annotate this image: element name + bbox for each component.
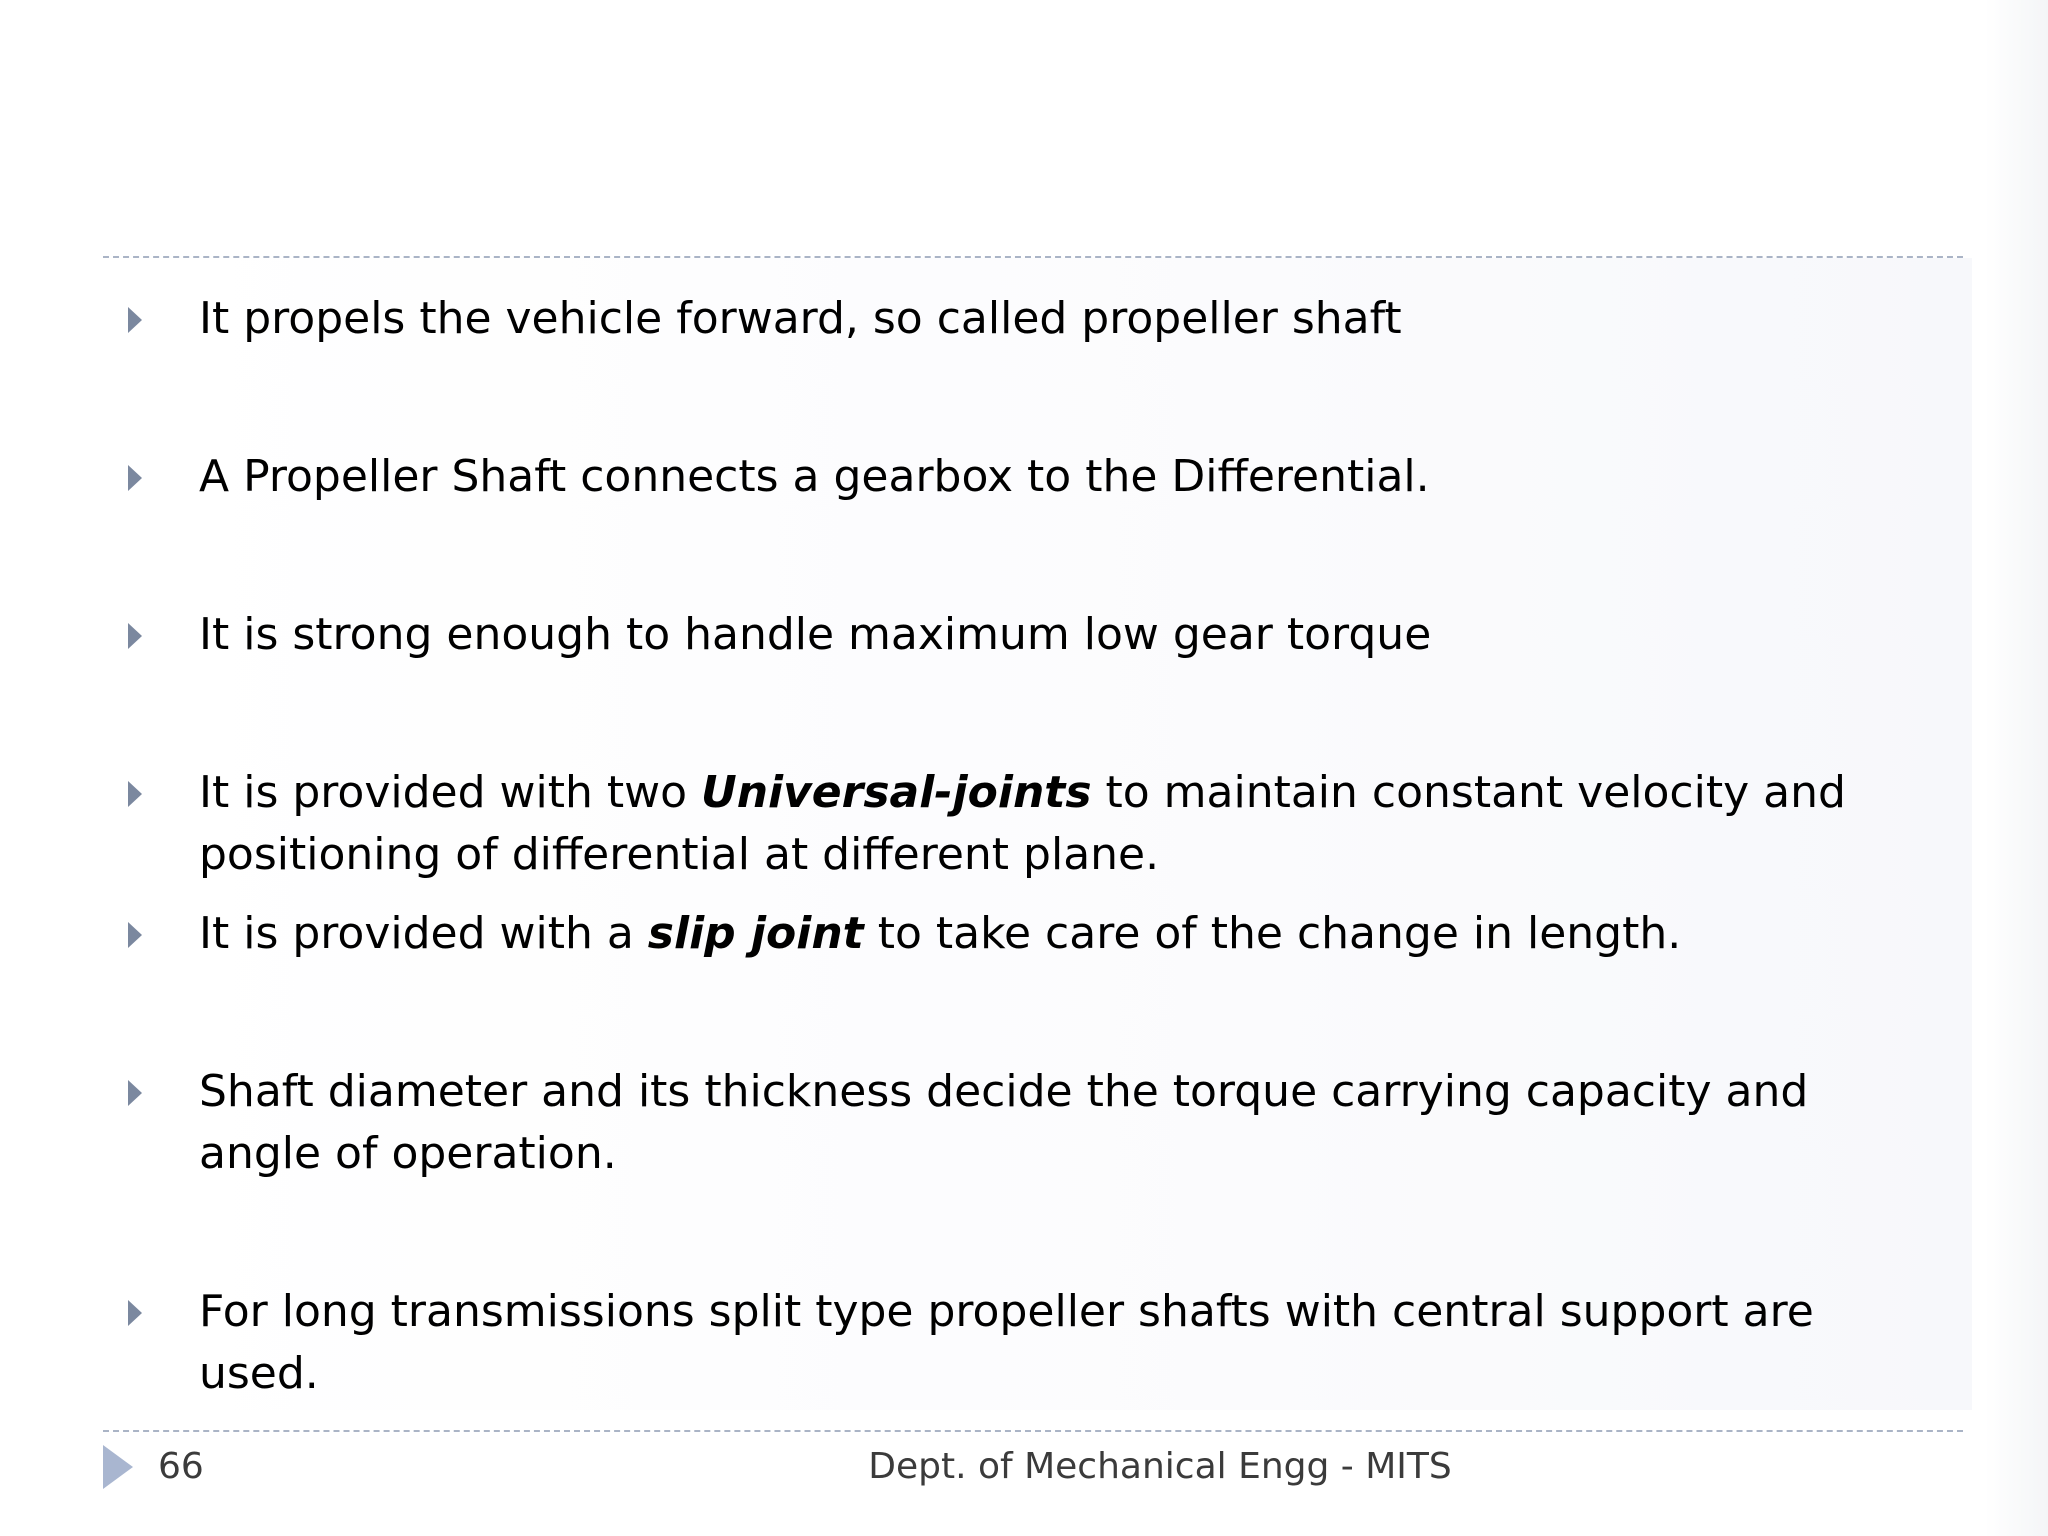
bullet-text-part: It propels the vehicle forward, so called propeller shaft <box>199 293 1402 344</box>
bullet-item <box>128 762 1928 886</box>
bullet-triangle-icon <box>128 307 142 333</box>
bullet-text <box>199 903 1919 965</box>
bullet-triangle-icon <box>128 1300 142 1326</box>
footer-arrow-icon <box>103 1445 133 1489</box>
bullet-item <box>128 288 1928 350</box>
bullet-item <box>128 604 1928 666</box>
bullet-text <box>199 1281 1919 1405</box>
bullet-text <box>199 446 1919 508</box>
bullet-text-part: to take care of the change in length. <box>863 908 1682 959</box>
bullet-text-part: It is strong enough to handle maximum low gear torque <box>199 609 1432 660</box>
bullet-triangle-icon <box>128 781 142 807</box>
top-divider <box>103 256 1963 258</box>
bullet-triangle-icon <box>128 1080 142 1106</box>
bullet-emphasis-slip-joint: slip joint <box>647 908 864 959</box>
bullet-text-part: For long transmissions split type propeller shafts with central support are used. <box>199 1286 1814 1399</box>
bullet-text-part: It is provided with a <box>199 908 648 959</box>
bullet-text-part: to maintain constant velocity and positioning of differential at different plane. <box>199 767 1846 880</box>
right-edge-shade <box>1985 0 2048 1536</box>
bullet-text <box>199 604 1919 666</box>
bullet-emphasis-universal-joints: Universal-joints <box>700 767 1092 818</box>
bullet-text <box>199 1061 1919 1185</box>
bullet-text-part: It is provided with two <box>199 767 701 818</box>
bullet-triangle-icon <box>128 623 142 649</box>
bullet-item <box>128 1281 1928 1405</box>
bullet-item <box>128 1061 1928 1185</box>
bottom-divider <box>103 1430 1963 1432</box>
bullet-text <box>199 288 1919 350</box>
bullet-triangle-icon <box>128 465 142 491</box>
page-number: 66 <box>158 1446 204 1487</box>
bullet-item <box>128 903 1928 965</box>
bullet-text <box>199 762 1919 886</box>
bullet-triangle-icon <box>128 922 142 948</box>
bullet-text-part: A Propeller Shaft connects a gearbox to the Differential. <box>199 451 1430 502</box>
bullet-item <box>128 446 1928 508</box>
bullet-text-part: Shaft diameter and its thickness decide the torque carrying capacity and angle of operation. <box>199 1066 1809 1179</box>
footer-department: Dept. of Mechanical Engg - MITS <box>868 1446 1452 1487</box>
